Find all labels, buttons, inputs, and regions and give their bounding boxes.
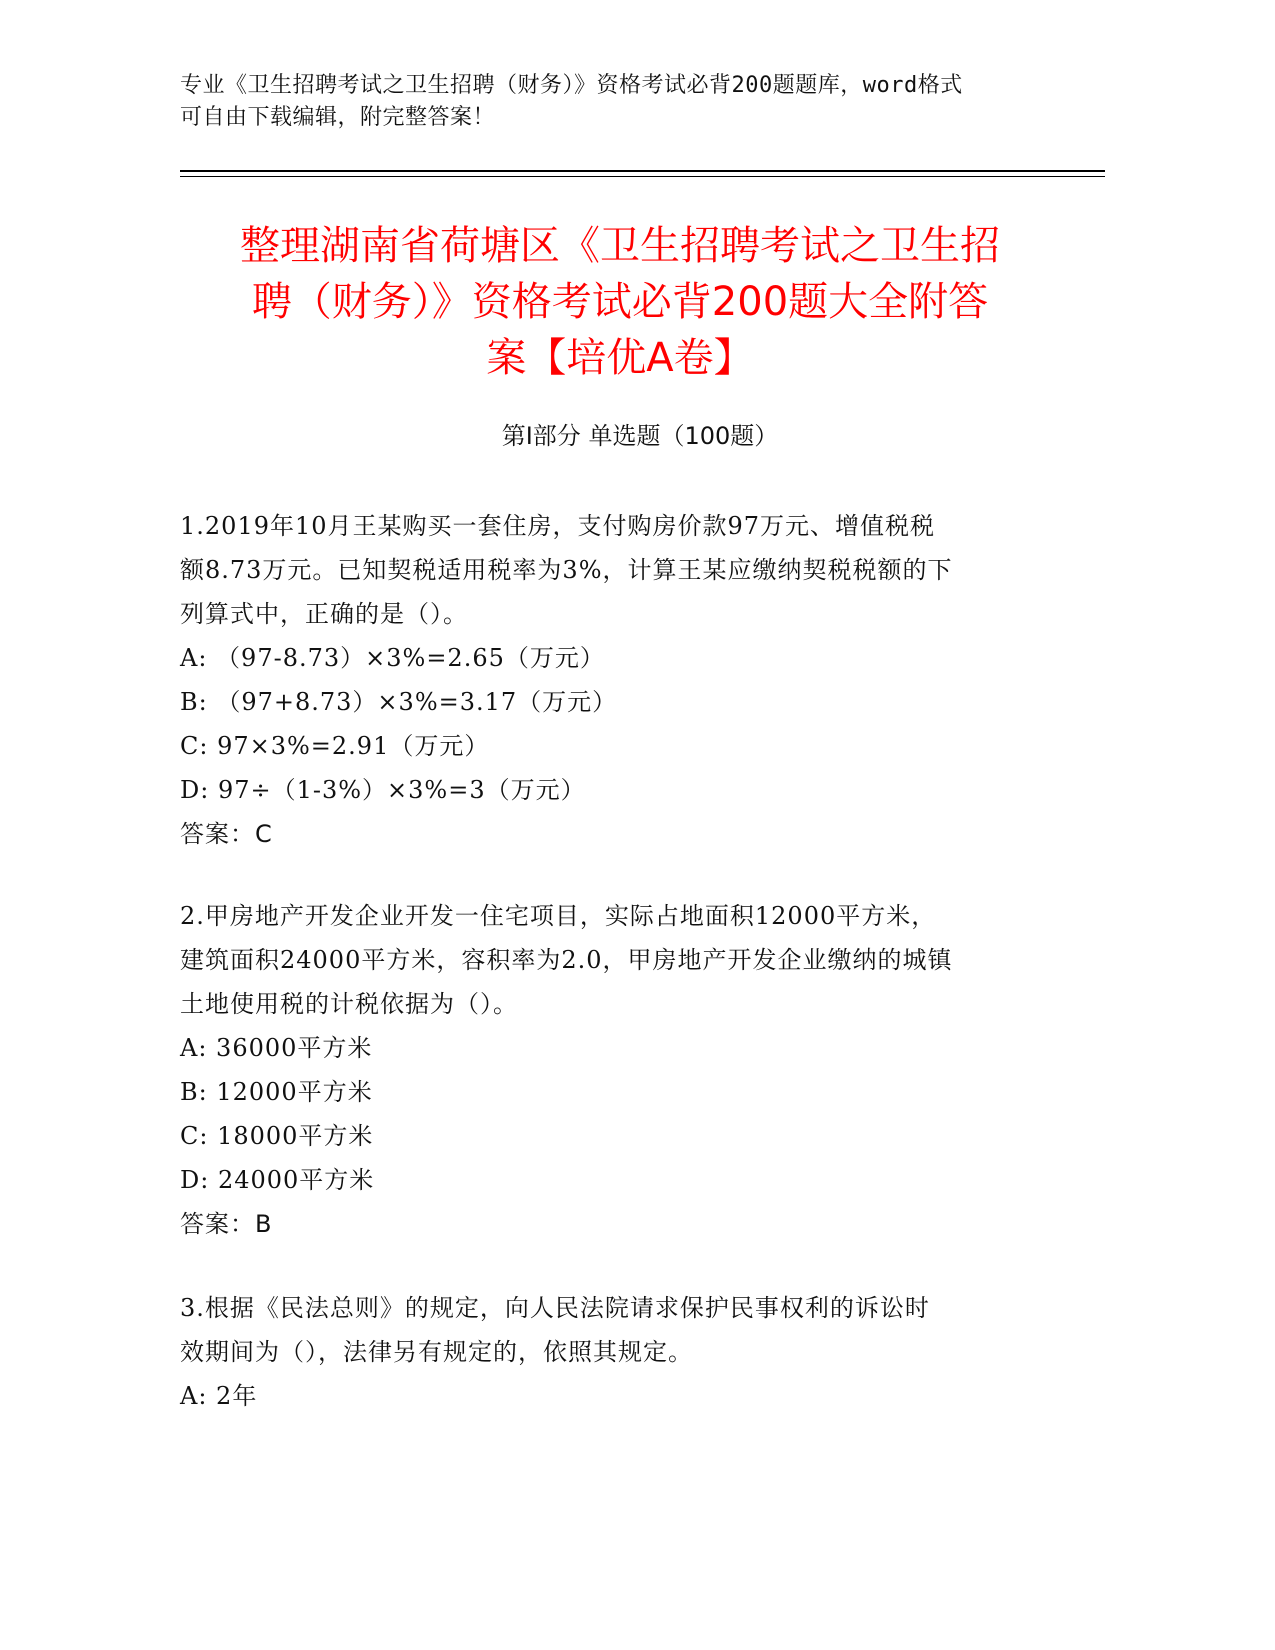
header-divider-thick bbox=[180, 170, 1105, 172]
question-2 bbox=[180, 894, 1060, 1246]
option-d: D: 97÷（1-3%）×3%=3（万元） bbox=[180, 776, 586, 804]
question-stem-line: 列算式中，正确的是（）。 bbox=[180, 600, 468, 628]
title-line: 案【培优A卷】 bbox=[486, 335, 754, 381]
option-b: B: （97+8.73）×3%=3.17（万元） bbox=[180, 688, 618, 716]
title-line: 整理湖南省荷塘区《卫生招聘考试之卫生招 bbox=[240, 223, 1000, 269]
question-stem-line: 效期间为（），法律另有规定的，依照其规定。 bbox=[180, 1338, 693, 1366]
option-c: C: 97×3%=2.91（万元） bbox=[180, 732, 490, 760]
option-a: A: 2年 bbox=[180, 1382, 258, 1410]
header-note bbox=[180, 70, 1040, 134]
answer: 答案：B bbox=[180, 1210, 273, 1238]
question-stem-line: 建筑面积24000平方米，容积率为2.0，甲房地产开发企业缴纳的城镇 bbox=[180, 946, 953, 974]
question-stem-line: 2.甲房地产开发企业开发一住宅项目，实际占地面积12000平方米， bbox=[180, 902, 937, 930]
question-stem-line: 1.2019年10月王某购买一套住房，支付购房价款97万元、增值税税 bbox=[180, 512, 936, 540]
answer: 答案：C bbox=[180, 820, 273, 848]
document-title bbox=[180, 218, 1060, 386]
option-d: D: 24000平方米 bbox=[180, 1166, 375, 1194]
option-a: A: 36000平方米 bbox=[180, 1034, 373, 1062]
header-note-line: 可自由下载编辑，附完整答案！ bbox=[180, 105, 496, 130]
option-c: C: 18000平方米 bbox=[180, 1122, 374, 1150]
question-1 bbox=[180, 504, 1060, 856]
section-heading: 第Ⅰ部分 单选题（100题） bbox=[501, 422, 779, 450]
question-stem-line: 3.根据《民法总则》的规定，向人民法院请求保护民事权利的诉讼时 bbox=[180, 1294, 930, 1322]
question-3 bbox=[180, 1286, 1060, 1418]
option-a: A: （97-8.73）×3%=2.65（万元） bbox=[180, 644, 605, 672]
title-line: 聘（财务）》资格考试必背200题大全附答 bbox=[251, 279, 989, 325]
header-note-line: 专业《卫生招聘考试之卫生招聘（财务）》资格考试必背200题题库，word格式 bbox=[180, 73, 963, 98]
option-b: B: 12000平方米 bbox=[180, 1078, 373, 1106]
question-stem-line: 额8.73万元。已知契税适用税率为3%，计算王某应缴纳契税税额的下 bbox=[180, 556, 953, 584]
header-divider-thin bbox=[180, 176, 1105, 177]
question-stem-line: 土地使用税的计税依据为（）。 bbox=[180, 990, 518, 1018]
